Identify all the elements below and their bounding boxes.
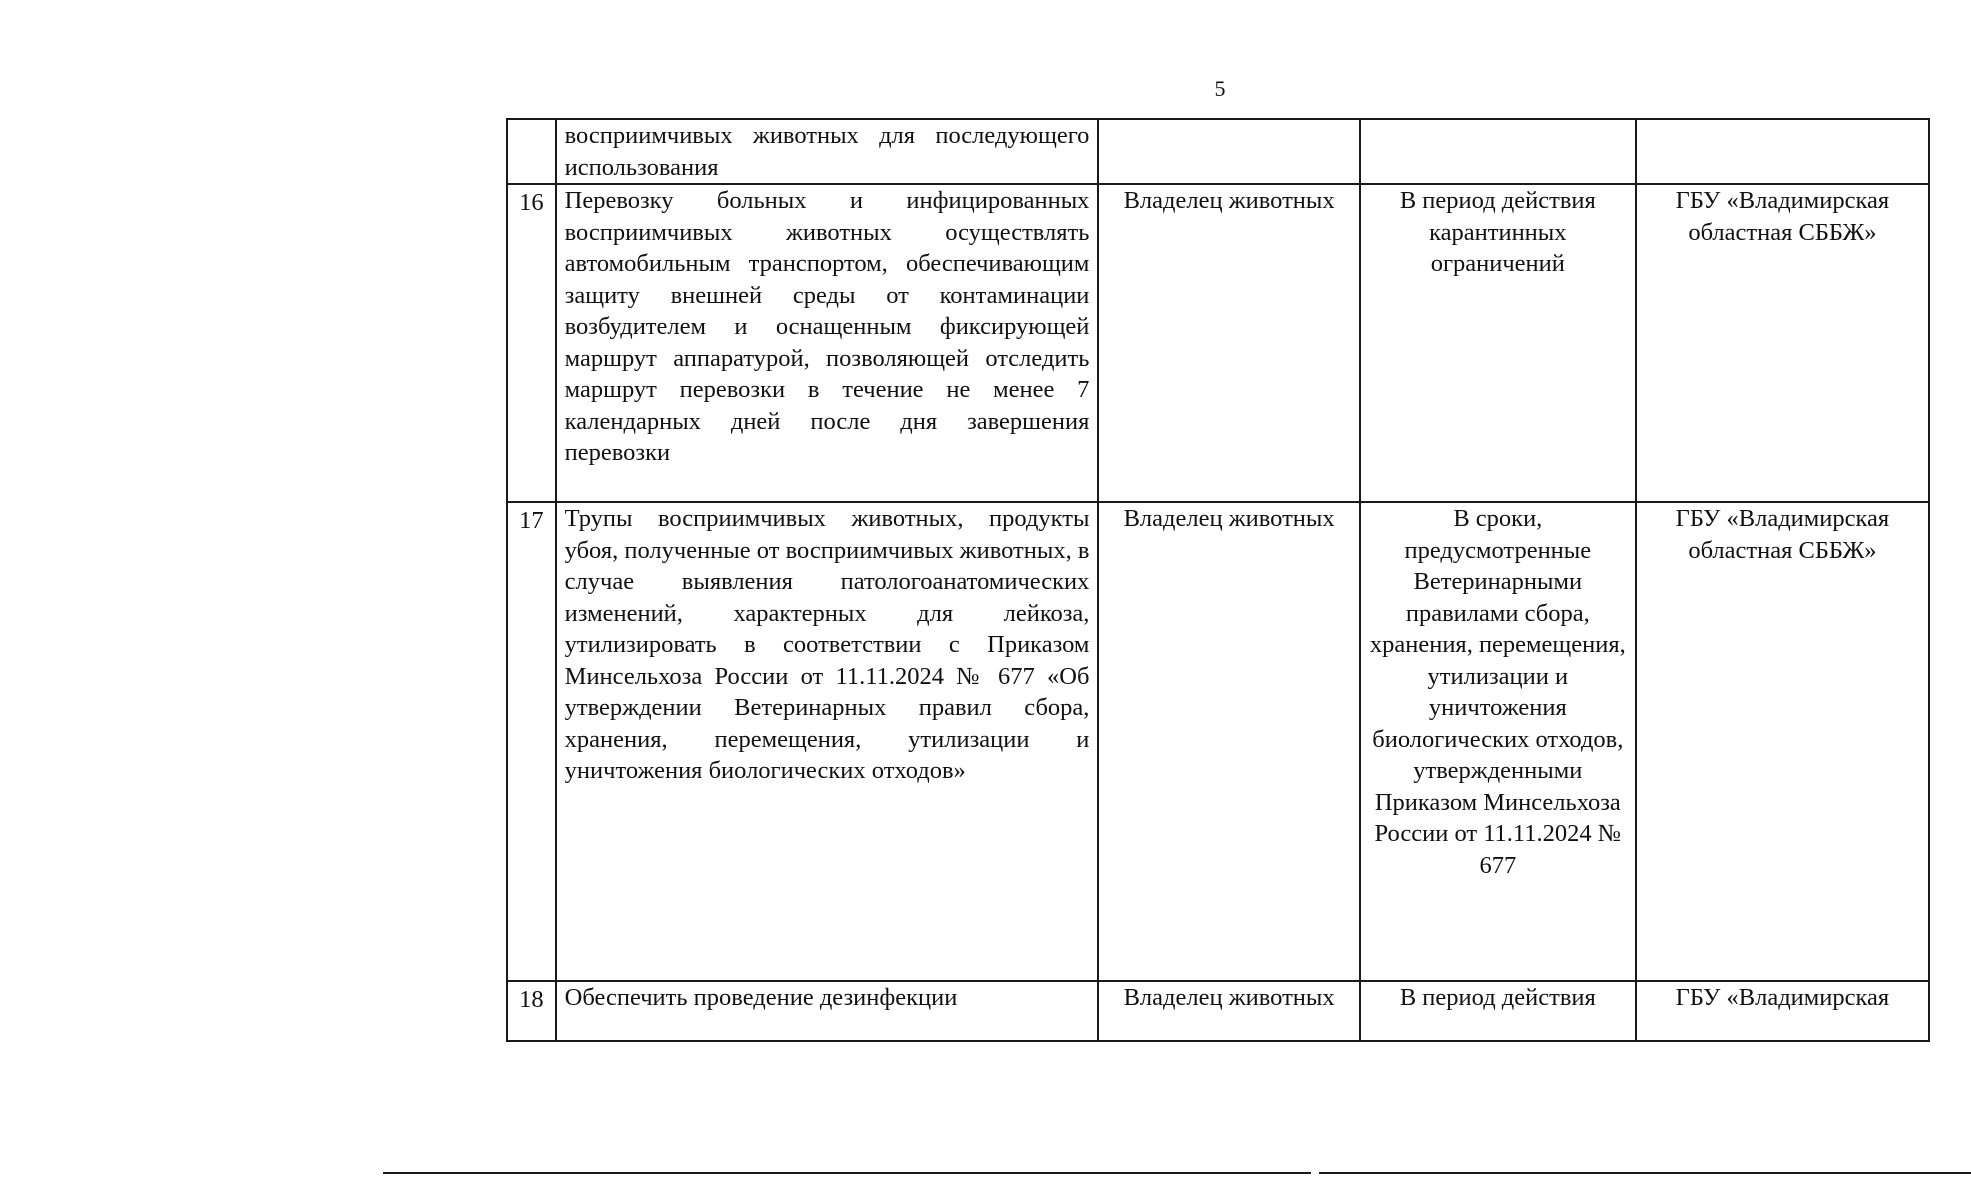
term-cell: В период действия [1360, 981, 1636, 1041]
action-cell: Трупы восприимчивых животных, продукты убоя, полученные от восприимчивых животных, в случае выявления патологоанатомических изменений, характерных для лейкоза, утилизировать в соответствии с Приказом Минсельхоза России от 11.11.2024 № 677 «Об утверждении Ветеринарных правил сбора, хранения, перемещения, утилизации и уничтожения биологических отходов» [556, 502, 1099, 981]
table-row [507, 981, 1929, 1041]
responsible-cell [1098, 119, 1359, 184]
term-cell: В период действия карантинных ограничений [1360, 184, 1636, 502]
responsible-cell: Владелец животных [1098, 184, 1359, 502]
executor-cell: ГБУ «Владимирская областная СББЖ» [1636, 184, 1929, 502]
table-row [507, 502, 1929, 981]
executor-cell: ГБУ «Владимирская [1636, 981, 1929, 1041]
table-row [507, 119, 1929, 184]
action-cell: Перевозку больных и инфицированных восприимчивых животных осуществлять автомобильным транспортом, обеспечивающим защиту внешней среды от контаминации возбудителем и оснащенным фиксирующей маршрут аппаратурой, позволяющей отследить маршрут перевозки в течение не менее 7 календарных дней после дня завершения перевозки [556, 184, 1099, 502]
measures-table [506, 118, 1930, 1042]
executor-cell: ГБУ «Владимирская областная СББЖ» [1636, 502, 1929, 981]
page-number: 5 [1214, 76, 1226, 101]
term-cell: В сроки, предусмотренные Ветеринарными правилами сбора, хранения, перемещения, утилизации и уничтожения биологических отходов, утвержденными Приказом Минсельхоза России от 11.11.2024 № 677 [1360, 502, 1636, 981]
bottom-rule [383, 1172, 1971, 1174]
row-number-cell: 18 [507, 981, 556, 1041]
row-number-cell: 16 [507, 184, 556, 502]
row-number-cell [507, 119, 556, 184]
table-row [507, 184, 1929, 502]
responsible-cell: Владелец животных [1098, 981, 1359, 1041]
row-number-cell: 17 [507, 502, 556, 981]
action-cell: восприимчивых животных для последующего использования [556, 119, 1099, 184]
executor-cell [1636, 119, 1929, 184]
responsible-cell: Владелец животных [1098, 502, 1359, 981]
action-cell: Обеспечить проведение дезинфекции [556, 981, 1099, 1041]
term-cell [1360, 119, 1636, 184]
